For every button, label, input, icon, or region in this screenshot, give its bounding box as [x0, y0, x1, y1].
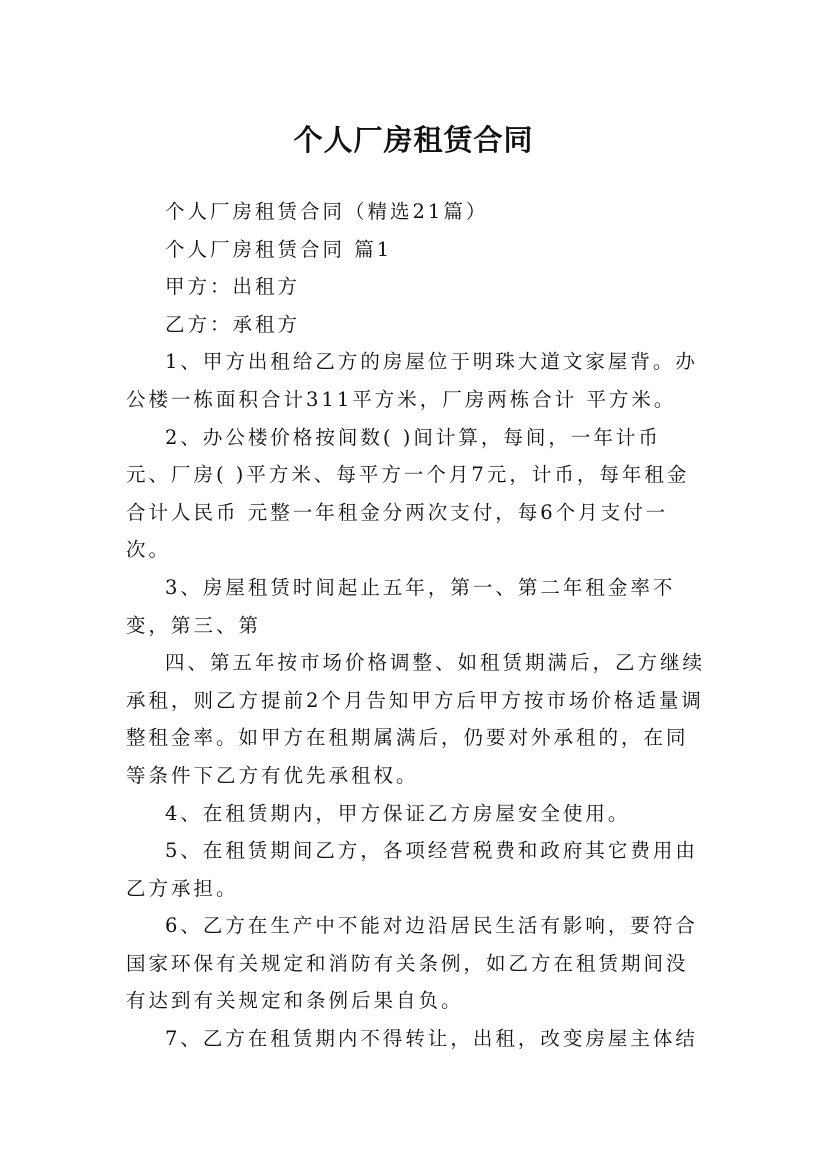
paragraph-clause-1: 1、甲方出租给乙方的房屋位于明珠大道文家屋背。办公楼一栋面积合计311平方米，厂房两栋合计 平方米。 [126, 350, 698, 411]
paragraph-section-heading: 个人厂房租赁合同 篇1 [165, 237, 393, 261]
document-body [126, 193, 706, 1058]
paragraph-clause-6: 6、乙方在生产中不能对边沿居民生活有影响，要符合国家环保有关规定和消防有关条例，如乙方在租赁期间没有达到有关规定和条例后果自负。 [126, 914, 698, 1013]
document-title: 个人厂房租赁合同 [293, 123, 534, 158]
paragraph-party-a: 甲方：出租方 [165, 275, 301, 299]
paragraph-clause-3-continued: 四、第五年按市场价格调整、如租赁期满后，乙方继续承租，则乙方提前2个月告知甲方后甲方按市场价格适量调整租金率。如甲方在租期属满后，仍要对外承租的，在同等条件下乙方有优先承租权。 [126, 651, 706, 787]
paragraph-clause-5: 5、在租赁期间乙方，各项经营税费和政府其它费用由乙方承担。 [126, 839, 698, 900]
paragraph-subtitle: 个人厂房租赁合同（精选21篇） [165, 200, 489, 223]
paragraph-clause-4: 4、在租赁期内，甲方保证乙方房屋安全使用。 [165, 801, 631, 825]
paragraph-party-b: 乙方：承租方 [165, 312, 301, 336]
paragraph-clause-2: 2、办公楼价格按间数( )间计算，每间，一年计币 元、厂房( )平方米、每平方一个月7元，计币，每年租金合计人民币 元整一年租金分两次支付，每6个月支付一次。 [126, 425, 690, 562]
paragraph-clause-3: 3、房屋租赁时间起止五年，第一、第二年租金率不变，第三、第 [126, 575, 676, 637]
paragraph-clause-7: 7、乙方在租赁期内不得转让，出租，改变房屋主体结 [165, 1027, 698, 1051]
